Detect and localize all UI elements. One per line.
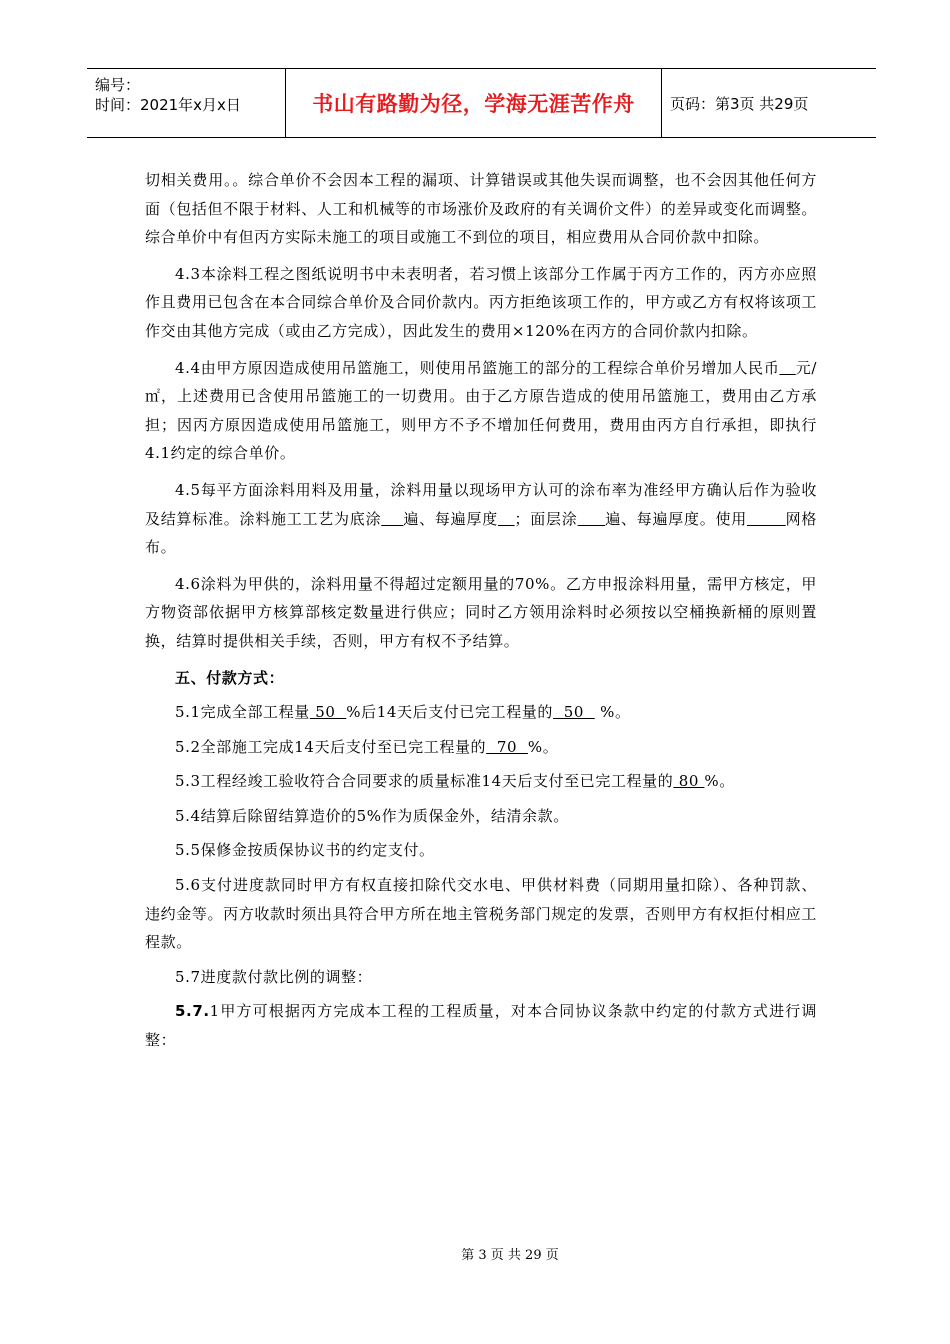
paragraph-5-4: 5.4结算后除留结算造价的5%作为质保金外，结清余款。 <box>175 806 569 825</box>
price-blank <box>779 359 795 377</box>
section-title-payment: 五、付款方式： <box>175 668 285 687</box>
paragraph-4-5-text-e: 网格布。 <box>145 509 818 557</box>
paragraph-4-5-text-d: 遍、每遍厚度。使用 <box>605 509 747 528</box>
paragraph-5-7: 5.7进度款付款比例的调整： <box>175 967 373 986</box>
base-coat-thickness-blank <box>498 510 515 528</box>
paragraph-4-5 <box>145 476 817 562</box>
paragraph-5-5: 5.5保修金按质保协议书的约定支付。 <box>175 841 435 860</box>
header-page-info: 页码：第3页 共29页 <box>670 94 809 113</box>
paragraph-4-5-text-c: ；面层涂 <box>514 509 578 528</box>
header-meta <box>87 69 286 137</box>
paragraph-5-1-text-a: 5.1完成全部工程量 <box>175 703 310 722</box>
payment-percent-3: 80 <box>673 772 705 791</box>
paragraph-5-1 <box>145 698 817 727</box>
document-number-label: 编号： <box>95 76 141 94</box>
paragraph-5-2-text-a: 5.2全部施工完成14天后支付至已完工程量的 <box>175 737 487 756</box>
paragraph-4-5-text-b: 遍、每遍厚度 <box>403 509 498 528</box>
paragraph-4-4 <box>145 354 817 468</box>
footer-page-number: 第 3 页 共 29 页 <box>461 1248 559 1263</box>
paragraph-5-7-1-text: 1甲方可根据丙方完成本工程的工程质量，对本合同协议条款中约定的付款方式进行调整： <box>145 1002 817 1050</box>
paragraph-5-2-text-b: %。 <box>527 737 559 756</box>
paragraph-4-5-text-a: 4.5每平方面涂料用料及用量，涂料用量以现场甲方认可的涂布率为准经甲方确认后作为验收及结算标准。涂料施工工艺为底涂 <box>145 480 817 528</box>
paragraph-5-1-text-b: %后14天后支付已完工程量的 <box>346 703 554 722</box>
paragraph-4-3: 4.3本涂料工程之图纸说明书中未表明者，若习惯上该部分工作属于丙方工作的，丙方亦应照作且费用已包含在本合同综合单价及合同价款内。丙方拒绝该项工作的，甲方或乙方有权将该项工作交由其他方完成（或由乙方完成），因此发生的费用×120%在丙方的合同价款内扣除。 <box>145 264 817 340</box>
document-body <box>145 166 817 1055</box>
header-motto: 书山有路勤为径，学海无涯苦作舟 <box>286 69 662 137</box>
page-header <box>87 68 876 138</box>
base-coat-count-blank <box>381 510 403 528</box>
paragraph-5-6: 5.6支付进度款同时甲方有权直接扣除代交水电、甲供材料费（同期用量扣除）、各种罚款、违约金等。丙方收款时须出具符合甲方所在地主管税务部门规定的发票，否则甲方有权拒付相应工程款。 <box>145 876 817 952</box>
document-time-label: 时间：2021年x月x日 <box>95 96 241 114</box>
paragraph-4-6: 4.6涂料为甲供的，涂料用量不得超过定额用量的70%。乙方申报涂料用量，需甲方核定，甲方物资部依据甲方核算部核定数量进行供应；同时乙方领用涂料时必须按以空桶换新桶的原则置换，结算时提供相关手续，否则，甲方有权不予结算。 <box>145 574 817 650</box>
paragraph-4-4-text-a: 4.4由甲方原因造成使用吊篮施工，则使用吊篮施工的部分的工程综合单价另增加人民币 <box>175 358 780 377</box>
payment-percent-2: 70 <box>486 737 528 756</box>
completion-percent: 50 <box>309 703 347 722</box>
top-coat-count-blank <box>578 510 606 528</box>
paragraph-4-4-text-b: 元/㎡，上述费用已含使用吊篮施工的一切费用。由于乙方原告造成的使用吊篮施工，费用由乙方承担；因丙方原因造成使用吊篮施工，则甲方不予不增加任何费用，费用由丙方自行承担，即执行4.1约定的综合单价。 <box>145 358 817 463</box>
paragraph-intro: 切相关费用。。综合单价不会因本工程的漏项、计算错误或其他失误而调整，也不会因其他任何方面（包括但不限于材料、人工和机械等的市场涨价及政府的有关调价文件）的差异或变化而调整。综合单价中有但丙方实际未施工的项目或施工不到位的项目，相应费用从合同价款中扣除。 <box>145 171 817 247</box>
paragraph-5-3-text-a: 5.3工程经竣工验收符合合同要求的质量标准14天后支付至已完工程量的 <box>175 772 674 791</box>
mesh-blank <box>747 510 786 528</box>
page-footer <box>0 1244 950 1263</box>
paragraph-5-3-text-b: %。 <box>704 772 735 791</box>
paragraph-5-3 <box>145 767 817 796</box>
paragraph-5-7-1 <box>145 997 817 1054</box>
paragraph-5-7-1-number: 5.7. <box>175 1002 210 1021</box>
payment-percent-1: 50 <box>553 703 595 722</box>
paragraph-5-1-text-c: %。 <box>594 703 631 722</box>
paragraph-5-2 <box>145 733 817 762</box>
